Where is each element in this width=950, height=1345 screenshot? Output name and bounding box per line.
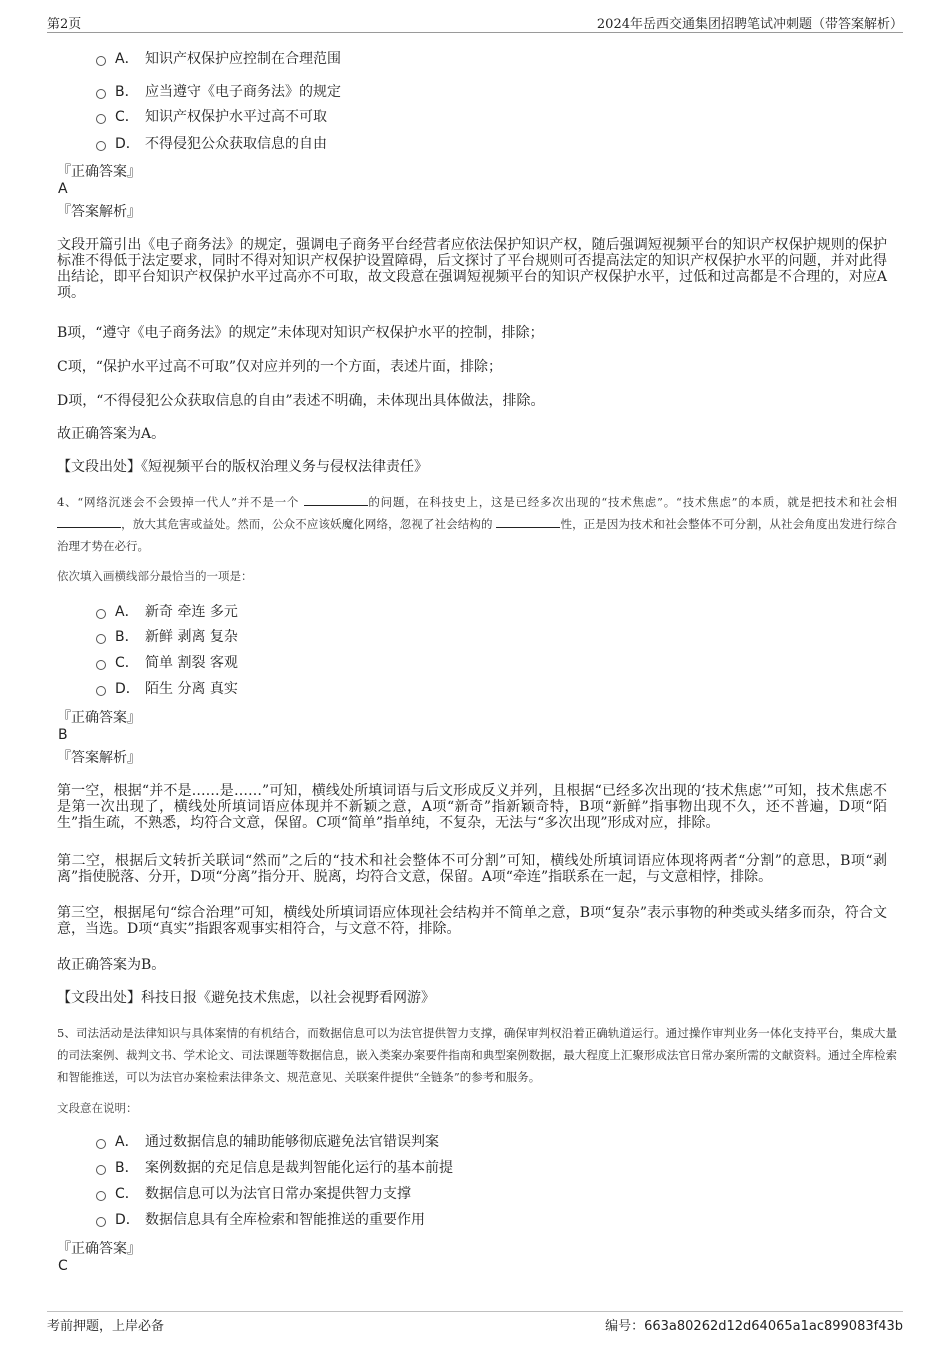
q4-question-text: 4、“网络沉迷会不会毁掉一代人”并不是一个 的问题，在科技史上，这是已经多次出现的“技术焦虑”。“技术焦虑”的本质，就是把技术和社会相 ，放大其危害或益处。然而，公众不应该妖魔化网络，忽视了社会结构的 性，正是因为技术和社会整体不可分割，从社会角度出发进行综合治理才势在必行。 <box>57 495 898 553</box>
radio-icon[interactable] <box>96 1165 106 1175</box>
page-header <box>47 10 903 33</box>
radio-icon[interactable] <box>96 1191 106 1201</box>
radio-icon[interactable] <box>96 141 106 151</box>
q4-option-d[interactable]: D． 陌生 分离 真实 <box>96 679 238 699</box>
q4-analysis-label: 『答案解析』 <box>57 750 141 766</box>
q3-answer-label: 『正确答案』 <box>57 164 141 180</box>
q4-source: 【文段出处】科技日报《避免技术焦虑，以社会视野看网游》 <box>57 990 435 1006</box>
q5-option-c[interactable]: C． 数据信息可以为法官日常办案提供智力支撑 <box>96 1184 411 1204</box>
document-title: 2024年岳西交通集团招聘笔试冲刺题（带答案解析） <box>596 17 903 32</box>
q5-answer: C <box>58 1258 68 1274</box>
q3-analysis-label: 『答案解析』 <box>57 204 141 220</box>
radio-icon[interactable] <box>96 609 106 619</box>
fill-blank[interactable] <box>304 493 368 506</box>
q3-answer: A <box>58 181 68 197</box>
document-code: 编号：663a80262d12d64065a1ac899083f43b <box>605 1319 903 1334</box>
radio-icon[interactable] <box>96 1139 106 1149</box>
q5-option-d[interactable]: D． 数据信息具有全库检索和智能推送的重要作用 <box>96 1210 425 1230</box>
radio-icon[interactable] <box>96 686 106 696</box>
q3-analysis-paragraph: B项，“遵守《电子商务法》的规定”未体现对知识产权保护水平的控制，排除； <box>57 325 544 341</box>
q4-answer-label: 『正确答案』 <box>57 710 141 726</box>
q5-question-text: 5、司法活动是法律知识与具体案情的有机结合，而数据信息可以为法官提供智力支撑，确保审判权沿着正确轨道运行。通过操作审判业务一体化支持平台，集成大量的司法案例、裁判文书、学术论文、司法课题等数据信息，嵌入类案办案要件指南和典型案例数据，最大程度上汇聚形成法官日常办案所需的文献资料。通过全库检索和智能推送，可以为法官办案检索法律条文、规范意见、关联案件提供“全链条”的参考和服务。 <box>57 1026 897 1084</box>
q4-option-a[interactable]: A． 新奇 牵连 多元 <box>96 602 238 622</box>
q3-option-d[interactable]: D． 不得侵犯公众获取信息的自由 <box>96 134 327 154</box>
q3-analysis-paragraph: D项，“不得侵犯公众获取信息的自由”表述不明确，未体现出具体做法，排除。 <box>57 393 545 409</box>
q5-option-b[interactable]: B． 案例数据的充足信息是裁判智能化运行的基本前提 <box>96 1158 453 1178</box>
radio-icon[interactable] <box>96 89 106 99</box>
q3-analysis-paragraph: 文段开篇引出《电子商务法》的规定，强调电子商务平台经营者应依法保护知识产权，随后强调短视频平台的知识产权保护规则的保护标准不得低于法定要求，同时不得对知识产权保护设置障碍，后文探讨了平台规则可否提高法定的知识产权保护水平的问题，并对此得出结论，即平台知识产权保护水平过高亦不可取，故文段意在强调短视频平台的知识产权保护水平，过低和过高都是不合理的，对应A项。 <box>57 237 887 301</box>
q3-source: 【文段出处】《短视频平台的版权治理义务与侵权法律责任》 <box>57 459 428 475</box>
q5-prompt: 文段意在说明： <box>57 1101 138 1115</box>
q3-option-a[interactable]: A． 知识产权保护应控制在合理范围 <box>96 49 341 69</box>
radio-icon[interactable] <box>96 1217 106 1227</box>
page-number: 第2页 <box>47 17 82 32</box>
q4-option-b[interactable]: B． 新鲜 剥离 复杂 <box>96 627 238 647</box>
q4-analysis-paragraph: 第二空，根据后文转折关联词“然而”之后的“技术和社会整体不可分割”可知，横线处所填词语应体现将两者“分割”的意思，B项“剥离”指使脱落、分开，D项“分离”指分开、脱离，均符合文意，保留。A项“牵连”指联系在一起，与文意相悖，排除。 <box>57 853 887 885</box>
radio-icon[interactable] <box>96 56 106 66</box>
q4-analysis-paragraph: 第三空，根据尾句“综合治理”可知，横线处所填词语应体现社会结构并不简单之意，B项“复杂”表示事物的种类或头绪多而杂，符合文意，当选。D项“真实”指跟客观事实相符合，与文意不符，排除。 <box>57 905 887 937</box>
q3-analysis-paragraph: 故正确答案为A。 <box>57 426 166 442</box>
q3-analysis-paragraph: C项，“保护水平过高不可取”仅对应并列的一个方面，表述片面，排除； <box>57 359 503 375</box>
q4-answer: B <box>58 727 68 743</box>
fill-blank[interactable] <box>496 515 560 528</box>
q4-analysis-paragraph: 故正确答案为B。 <box>57 957 166 973</box>
radio-icon[interactable] <box>96 634 106 644</box>
q3-option-b[interactable]: B． 应当遵守《电子商务法》的规定 <box>96 82 341 102</box>
q5-option-a[interactable]: A． 通过数据信息的辅助能够彻底避免法官错误判案 <box>96 1132 439 1152</box>
fill-blank[interactable] <box>57 515 121 528</box>
radio-icon[interactable] <box>96 114 106 124</box>
q4-prompt: 依次填入画横线部分最恰当的一项是： <box>57 569 253 583</box>
q5-answer-label: 『正确答案』 <box>57 1241 141 1257</box>
q4-option-c[interactable]: C． 简单 割裂 客观 <box>96 653 238 673</box>
q3-option-c[interactable]: C． 知识产权保护水平过高不可取 <box>96 107 327 127</box>
q4-analysis-paragraph: 第一空，根据“并不是……是……”可知，横线处所填词语与后文形成反义并列，且根据“已经多次出现的‘技术焦虑’”可知，技术焦虑不是第一次出现了，横线处所填词语应体现并不新颖之意，A项“新奇”指新颖奇特，B项“新鲜”指事物出现不久，还不普遍，D项“陌生”指生疏，不熟悉，均符合文意，保留。C项“简单”指单纯，不复杂，无法与“多次出现”形成对应，排除。 <box>57 783 887 831</box>
footer-slogan: 考前押题，上岸必备 <box>47 1319 165 1334</box>
radio-icon[interactable] <box>96 660 106 670</box>
page-footer <box>47 1311 903 1340</box>
